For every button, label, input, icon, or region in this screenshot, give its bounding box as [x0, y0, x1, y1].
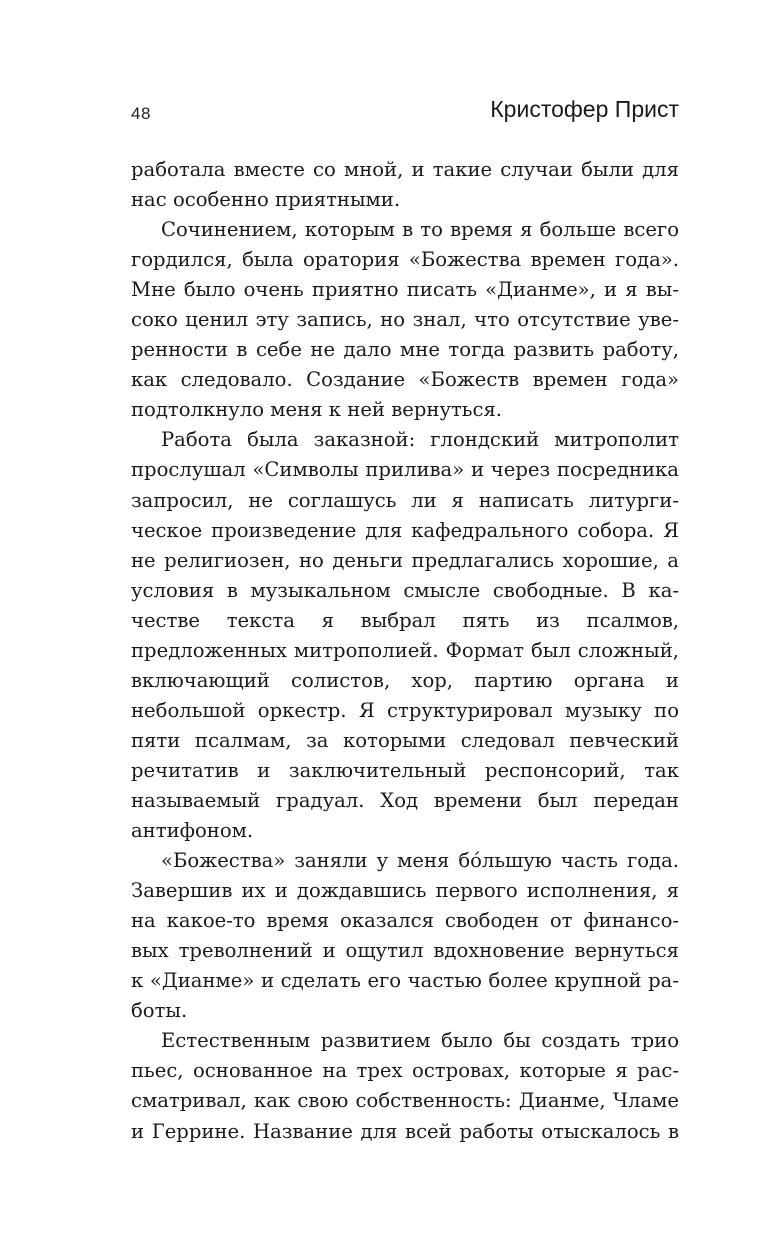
page-number: 48	[131, 104, 151, 123]
paragraph-commission: Работа была заказной: глондский митрополит прослушал «Символы прилива» и через посредника запросил, не соглашусь ли я написать литургическое произведение для кафедрального собора. Я не религиозен, но деньги предлагались хорошие, а условия в музыкальном смысле свободные. В качестве текста я выбрал пять из псалмов, предложенных митрополией. Формат был сложный, включающий солистов, хор, партию органа и небольшой оркестр. Я структурировал музыку по пяти псалмам, за которыми следовал певческий речитатив и заключительный респонсорий, так называемый градуал. Ход времени был передан антифоном.	[131, 428, 679, 843]
paragraph-deities: «Божества» заняли у меня бо́льшую часть года. Завершив их и дождавшись первого исполнения, я на какое-то время оказался свободен от финансовых треволнений и ощутил вдохновение вернуться к «Дианме» и сделать его частью более крупной работы.	[131, 849, 679, 1023]
paragraph-trio: Естественным развитием было бы создать трио пьес, основанное на трех островах, которые я рассматривал, как свою собственность: Дианме, Чламе и Геррине. Название для всей работы отыскалось в	[131, 1029, 679, 1143]
paragraph-oratorio: Сочинением, которым в то время я больше всего гордился, была оратория «Божества времен года». Мне было очень приятно писать «Дианме», и я высоко ценил эту запись, но знал, что отсутствие уверенности в себе не дало мне тогда развить работу, как следовало. Создание «Божеств времен года» подтолкнуло меня к ней вернуться.	[131, 218, 679, 422]
body-text	[131, 155, 679, 1147]
paragraph-continuation: работала вместе со мной, и такие случаи были для нас особенно приятными.	[131, 158, 679, 212]
page-header	[131, 96, 679, 132]
running-head-author: Кристофер Прист	[490, 96, 679, 122]
